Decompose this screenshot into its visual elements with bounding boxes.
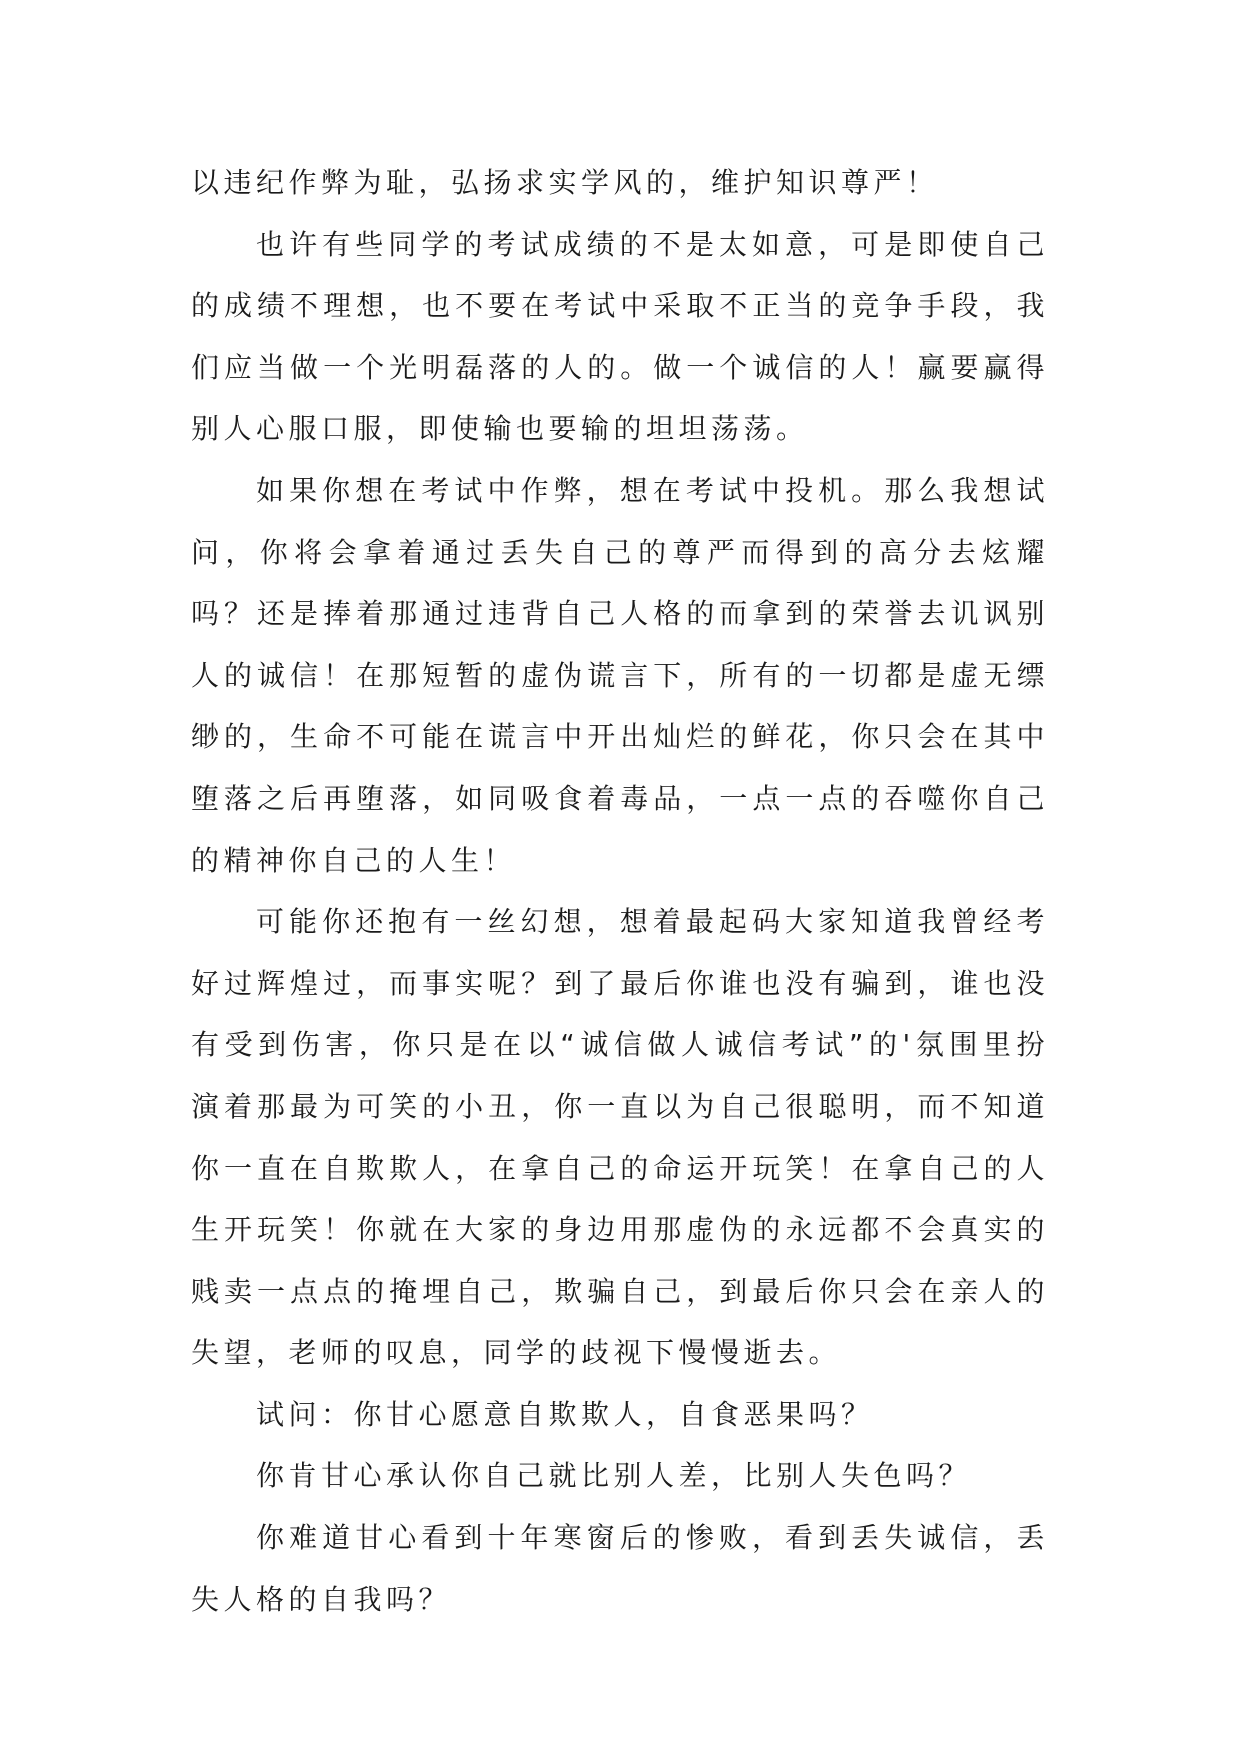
paragraph-7: 你难道甘心看到十年寒窗后的惨败，看到丢失诚信，丢失人格的自我吗？ xyxy=(191,1521,1049,1616)
document-body xyxy=(191,152,1049,1630)
paragraph-5: 试问：你甘心愿意自欺欺人，自食恶果吗？ xyxy=(256,1397,874,1431)
paragraph-1: 以违纪作弊为耻，弘扬求实学风的，维护知识尊严！ xyxy=(191,166,939,199)
paragraph-3: 如果你想在考试中作弊，想在考试中投机。那么我想试问，你将会拿着通过丢失自己的尊严而得到的高分去炫耀吗？还是捧着那通过违背自己人格的而拿到的荣誉去讥讽别人的诚信！在那短暂的虚伪谎言下，所有的一切都是虚无缥缈的，生命不可能在谎言中开出灿烂的鲜花，你只会在其中堕落之后再堕落，如同吸食着毒品，一点一点的吞噬你自己的精神你自己的人生！ xyxy=(191,473,1049,877)
paragraph-2: 也许有些同学的考试成绩的不是太如意，可是即使自己的成绩不理想，也不要在考试中采取不正当的竞争手段，我们应当做一个光明磊落的人的。做一个诚信的人！赢要赢得别人心服口服，即使输也要输的坦坦荡荡。 xyxy=(191,227,1049,446)
paragraph-6: 你肯甘心承认你自己就比别人差，比别人失色吗？ xyxy=(256,1459,972,1493)
paragraph-4: 可能你还抱有一丝幻想，想着最起码大家知道我曾经考好过辉煌过，而事实呢？到了最后你谁也没有骗到，谁也没有受到伤害，你只是在以“诚信做人诚信考试”的'氛围里扮演着那最为可笑的小丑，你一直以为自己很聪明，而不知道你一直在自欺欺人，在拿自己的命运开玩笑！在拿自己的人生开玩笑！你就在大家的身边用那虚伪的永远都不会真实的贱卖一点点的掩埋自己，欺骗自己，到最后你只会在亲人的失望，老师的叹息，同学的歧视下慢慢逝去。 xyxy=(191,905,1049,1370)
